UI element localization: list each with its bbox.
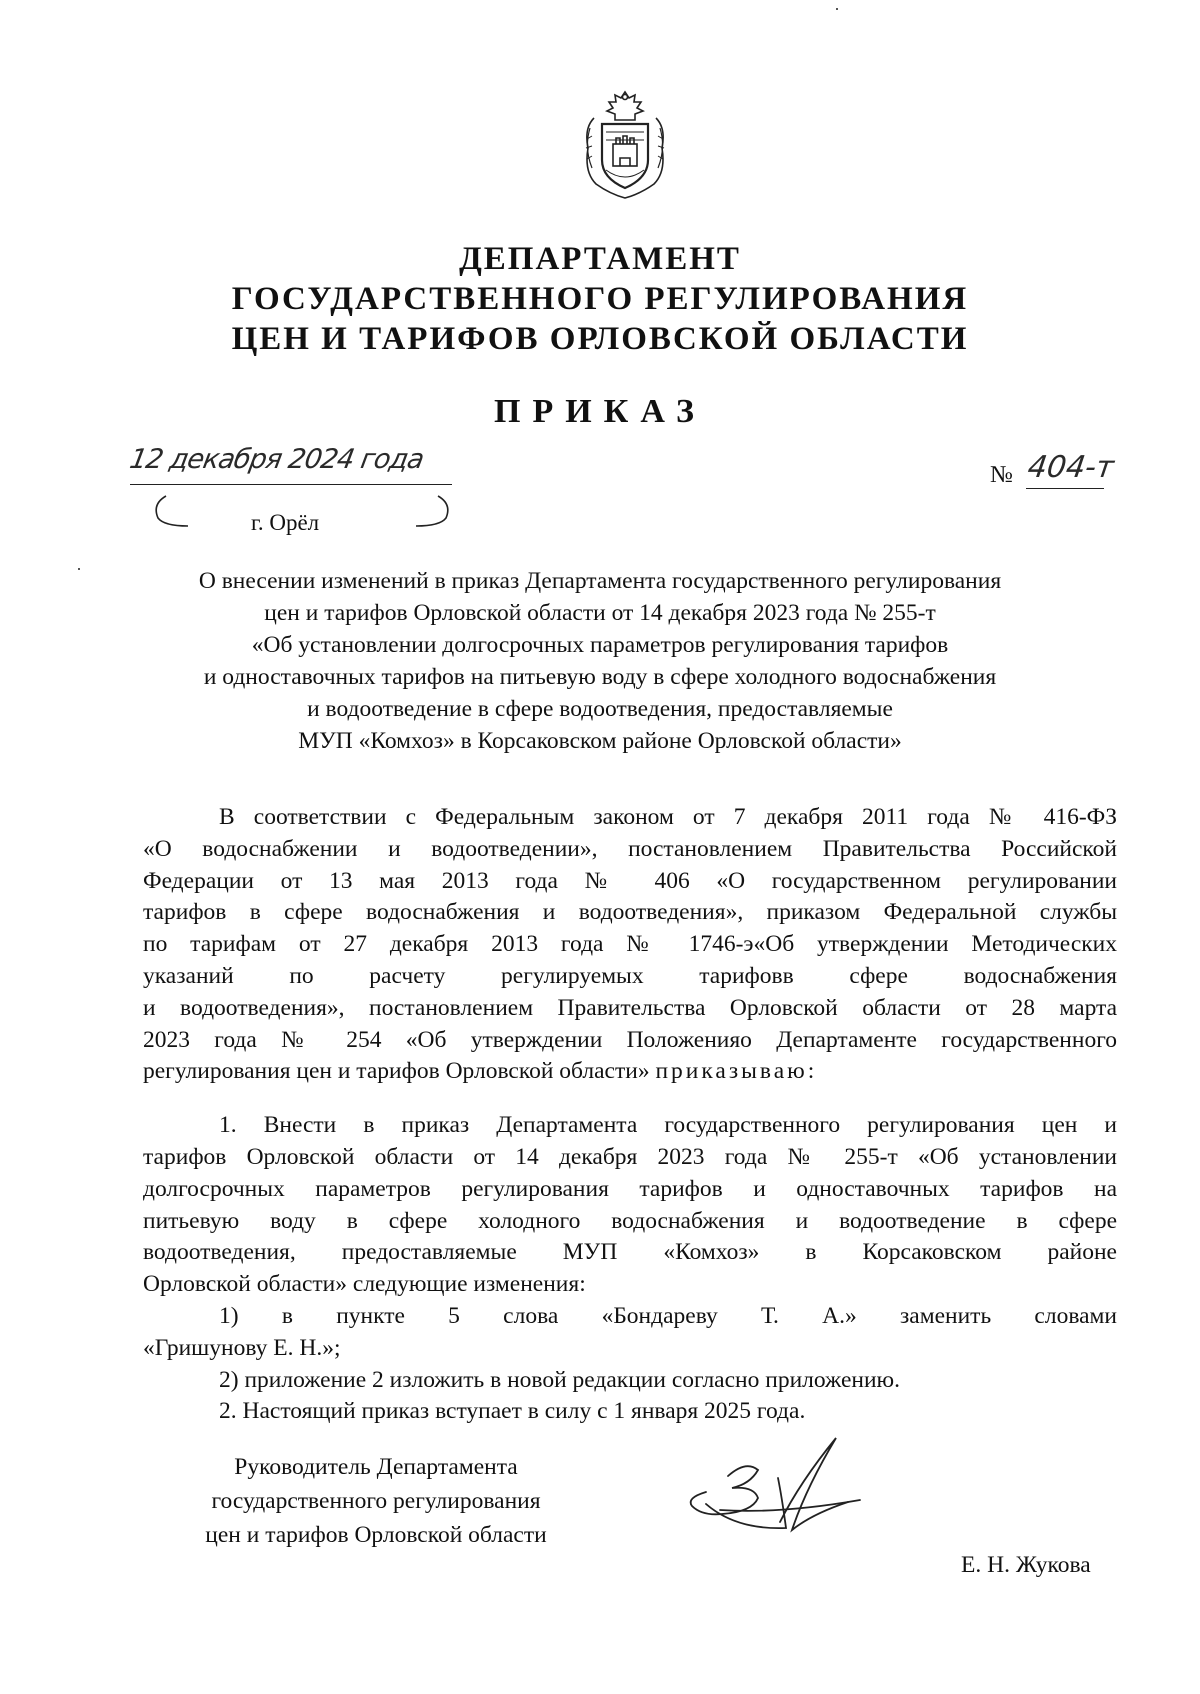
date-underline	[130, 484, 452, 485]
subitem-2: 2) приложение 2 изложить в новой редакции согласно приложению.	[219, 1366, 900, 1393]
city: г. Орёл	[251, 510, 320, 535]
department-name-line-3: ЦЕН И ТАРИФОВ ОРЛОВСКОЙ ОБЛАСТИ	[231, 321, 969, 357]
item-1-line: водоотведения, предоставляемые МУП «Комхоз» в Корсаковском районе	[143, 1239, 1117, 1266]
handwritten-date: 12 декабря 2024 года	[127, 444, 426, 475]
signer-title-line: Руководитель Департамента	[234, 1454, 518, 1480]
item-2: 2. Настоящий приказ вступает в силу с 1 января 2025 года.	[219, 1398, 806, 1425]
preamble-line: «О водоснабжении и водоотведении», постановлением Правительства Российской	[143, 835, 1117, 862]
title-line: О внесении изменений в приказ Департамента государственного регулирования	[198, 568, 1002, 594]
item-1-line: Орловской области» следующие изменения:	[143, 1271, 586, 1298]
item-1-line: долгосрочных параметров регулирования тарифов и одноставочных тарифов на	[143, 1175, 1117, 1202]
preamble-line: тарифов в сфере водоснабжения и водоотведения», приказом Федеральной службы	[143, 899, 1117, 926]
handwritten-number: 404-т	[1025, 450, 1117, 485]
signer-title-line: государственного регулирования	[211, 1488, 541, 1514]
preamble-line: В соответствии с Федеральным законом от 7 декабря 2011 года № 416-ФЗ	[219, 804, 1117, 830]
title-line: и водоотведение в сфере водоотведения, предоставляемые	[307, 696, 893, 722]
signer-position	[176, 1450, 576, 1552]
department-name-line-2: ГОСУДАРСТВЕННОГО РЕГУЛИРОВАНИЯ	[231, 281, 969, 317]
preamble-line: указаний по расчету регулируемых тарифовв сфере водоснабжения	[143, 962, 1117, 989]
document-type: ПРИКАЗ	[494, 393, 706, 430]
preamble-line: Федерации от 13 мая 2013 года № 406 «О государственном регулировании	[143, 867, 1117, 894]
date-block	[127, 444, 450, 535]
preamble-line: 2023 года № 254 «Об утверждении Положенияо Департаменте государственного	[143, 1026, 1117, 1053]
handwritten-signature	[670, 1430, 900, 1590]
preamble-line	[143, 1056, 1117, 1088]
corner-bracket-right	[412, 494, 452, 530]
title-line: «Об установлении долгосрочных параметров регулирования тарифов	[251, 632, 949, 658]
order-word: приказываю:	[655, 1058, 818, 1085]
department-name-line-1: ДЕПАРТАМЕНТ	[459, 241, 741, 277]
signer-title-line: цен и тарифов Орловской области	[205, 1522, 547, 1548]
preamble-line: и водоотведения», постановлением Правительства Орловской области от 28 марта	[143, 994, 1117, 1021]
item-1-line: питьевую воду в сфере холодного водоснабжения и водоотведение в сфере	[143, 1207, 1117, 1234]
signer-name: Е. Н. Жукова	[961, 1552, 1091, 1578]
number-underline	[1026, 488, 1104, 489]
item-1-line: 1. Внести в приказ Департамента государственного регулирования цен и	[219, 1112, 1117, 1139]
item-1-line: тарифов Орловской области от 14 декабря 2023 года № 255-т «Об установлении	[143, 1143, 1117, 1170]
title-line: цен и тарифов Орловской области от 14 декабря 2023 года № 255-т	[264, 600, 936, 626]
corner-bracket-left	[152, 494, 192, 530]
subitem-1-line: «Гришунову Е. Н.»;	[143, 1334, 341, 1361]
subitem-1-line: 1) в пункте 5 слова «Бондареву Т. А.» заменить словами	[219, 1302, 1117, 1329]
number-sign: №	[990, 462, 1013, 488]
coat-of-arms-icon	[580, 88, 670, 200]
document-number-block	[990, 450, 1130, 495]
preamble-last-line: регулирования цен и тарифов Орловской области»	[143, 1058, 650, 1085]
title-line: МУП «Комхоз» в Корсаковском районе Орловской области»	[298, 728, 902, 754]
title-line: и одноставочных тарифов на питьевую воду в сфере холодного водоснабжения	[203, 664, 997, 690]
preamble-line: по тарифам от 27 декабря 2013 года № 1746-э«Об утверждении Методических	[143, 931, 1117, 958]
document-body	[143, 802, 1117, 1428]
scan-speck	[836, 8, 838, 10]
